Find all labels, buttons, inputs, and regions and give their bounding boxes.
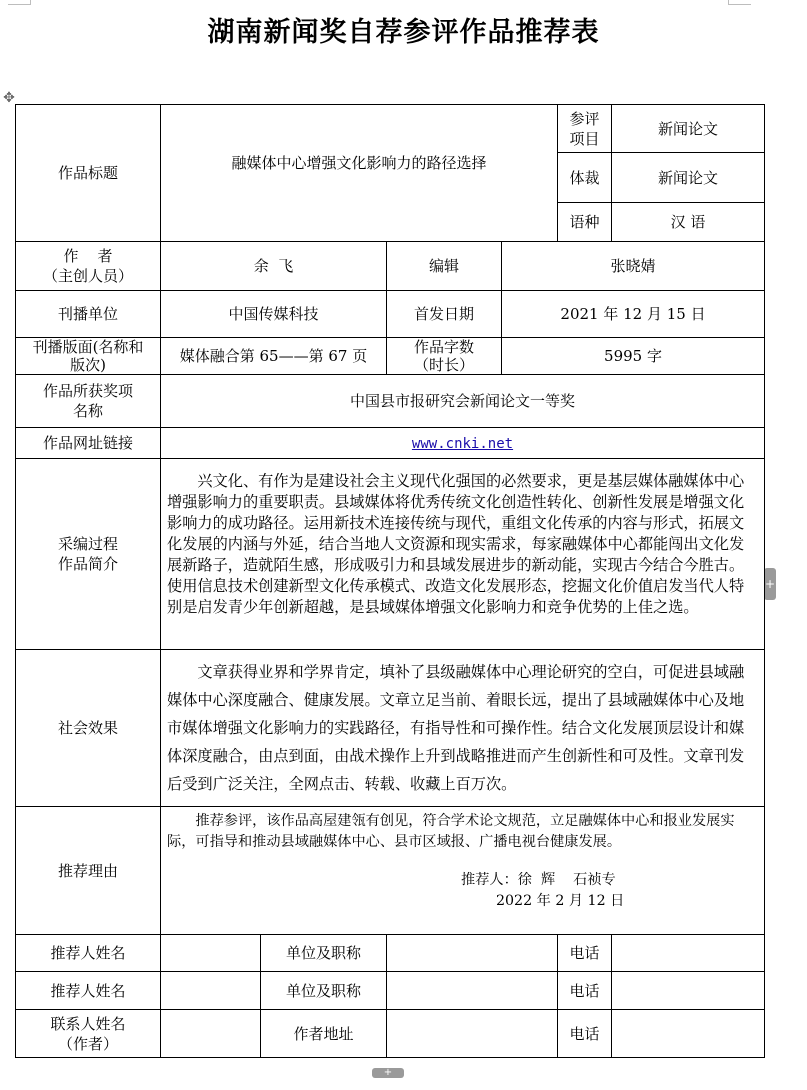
word-count-label-line1: 作品字数	[413, 338, 474, 356]
language-value[interactable]: 汉 语	[612, 203, 765, 242]
contact3-phone-value[interactable]	[612, 1010, 765, 1058]
word-count-value[interactable]: 5995 字	[502, 338, 765, 375]
category-label: 参评项目	[558, 105, 612, 153]
table-move-handle-icon[interactable]: ✥	[3, 90, 15, 106]
contact2-name-value[interactable]	[161, 972, 261, 1010]
summary-label	[16, 459, 161, 650]
crop-mark-top-left	[8, 0, 31, 5]
contact2-name-label: 推荐人姓名	[16, 972, 161, 1010]
summary-label-line2: 作品简介	[57, 555, 118, 573]
author-label	[16, 242, 161, 291]
page-title: 湖南新闻奖自荐参评作品推荐表	[207, 17, 600, 48]
author-label-line2: （主创人员）	[42, 267, 133, 285]
recommendation-form-table	[15, 104, 765, 1058]
contact2-unit-label: 单位及职称	[261, 972, 387, 1010]
contact1-phone-label: 电话	[558, 935, 612, 972]
crop-mark-top-right	[728, 0, 751, 5]
social-effect-label: 社会效果	[16, 650, 161, 807]
contact3-phone-label: 电话	[558, 1010, 612, 1058]
page-info-label	[16, 338, 161, 375]
publisher-value[interactable]: 中国传媒科技	[161, 291, 387, 338]
contact2-phone-value[interactable]	[612, 972, 765, 1010]
author-value[interactable]: 余 飞	[161, 242, 387, 291]
url-cell	[161, 428, 765, 459]
contact1-name-label: 推荐人姓名	[16, 935, 161, 972]
recommendation-text[interactable]: 推荐参评，该作品高屋建瓴有创见，符合学术论文规范，立足融媒体中心和报业发展实际，可指导和推动县域融媒体中心、县市区域报、广播电视台健康发展。	[167, 813, 735, 850]
author-label-line1: 作 者	[63, 247, 113, 265]
work-title-value[interactable]: 融媒体中心增强文化影响力的路径选择	[161, 105, 558, 242]
word-count-label	[387, 338, 502, 375]
page-info-label-line2: 版次)	[70, 356, 106, 374]
award-value[interactable]: 中国县市报研究会新闻论文一等奖	[161, 375, 765, 428]
social-effect-cell	[161, 650, 765, 807]
recommendation-signers: 推荐人：徐 辉 石祯专	[461, 872, 616, 888]
first-date-value[interactable]: 2021 年 12 月 15 日	[502, 291, 765, 338]
genre-value[interactable]: 新闻论文	[612, 153, 765, 203]
contact3-name-label-line2: （作者）	[57, 1034, 118, 1053]
contact3-name-label	[16, 1010, 161, 1058]
social-effect-text[interactable]: 文章获得业界和学界肯定，填补了县级融媒体中心理论研究的空白，可促进县域融媒体中心深度融合、健康发展。文章立足当前、着眼长远，提出了县域融媒体中心及地市媒体增强文化影响力的实践路径，有指导性和可操作性。结合文化发展顶层设计和媒体深度融合，由点到面，由战术操作上升到战略推进而产生创新性和可及性。文章刊发后受到广泛关注，全网点击、转载、收藏上百万次。	[167, 663, 745, 793]
contact1-name-value[interactable]	[161, 935, 261, 972]
add-row-handle-icon[interactable]: +	[372, 1068, 404, 1078]
page-info-value[interactable]: 媒体融合第 65——第 67 页	[161, 338, 387, 375]
contact2-phone-label: 电话	[558, 972, 612, 1010]
publisher-label: 刊播单位	[16, 291, 161, 338]
recommendation-label: 推荐理由	[16, 807, 161, 935]
category-value[interactable]: 新闻论文	[612, 105, 765, 153]
contact1-unit-label: 单位及职称	[261, 935, 387, 972]
add-column-handle-icon[interactable]: +	[764, 568, 776, 600]
url-label: 作品网址链接	[16, 428, 161, 459]
word-count-label-line2: （时长）	[413, 356, 474, 374]
recommendation-cell	[161, 807, 765, 935]
contact1-phone-value[interactable]	[612, 935, 765, 972]
work-title-label: 作品标题	[16, 105, 161, 242]
summary-cell	[161, 459, 765, 650]
contact3-unit-label: 作者地址	[261, 1010, 387, 1058]
genre-label: 体裁	[558, 153, 612, 203]
editor-value[interactable]: 张晓婧	[502, 242, 765, 291]
award-label	[16, 375, 161, 428]
contact3-unit-value[interactable]	[387, 1010, 558, 1058]
award-label-line1: 作品所获奖项	[42, 382, 133, 400]
page-info-label-line1: 刊播版面(名称和	[32, 338, 144, 356]
contact3-name-label-line1: 联系人姓名	[50, 1014, 126, 1033]
first-date-label: 首发日期	[387, 291, 502, 338]
award-label-line2: 名称	[72, 402, 103, 420]
summary-label-line1: 采编过程	[57, 535, 118, 553]
summary-text[interactable]: 兴文化、有作为是建设社会主义现代化强国的必然要求，更是基层媒体融媒体中心增强影响力的重要职责。县域媒体将优秀传统文化创造性转化、创新性发展是增强文化影响力的成功路径。运用新技术连接传统与现代，重组文化传承的内容与形式，拓展文化发展的内涵与外延，结合当地人文资源和现实需求，每家融媒体中心都能闯出文化发展新路子，造就陌生感，形成吸引力和县域发展进步的新动能，实现古今结合今胜古。使用信息技术创建新型文化传承模式、改造文化发展形态，挖掘文化价值启发当代人特别是启发青少年创新超越，是县域媒体增强文化影响力和竞争优势的上佳之选。	[167, 472, 745, 616]
contact3-name-value[interactable]	[161, 1010, 261, 1058]
language-label: 语种	[558, 203, 612, 242]
editor-label: 编辑	[387, 242, 502, 291]
recommendation-date: 2022 年 2 月 12 日	[496, 893, 625, 909]
contact1-unit-value[interactable]	[387, 935, 558, 972]
url-link[interactable]: www.cnki.net	[411, 435, 514, 452]
contact2-unit-value[interactable]	[387, 972, 558, 1010]
